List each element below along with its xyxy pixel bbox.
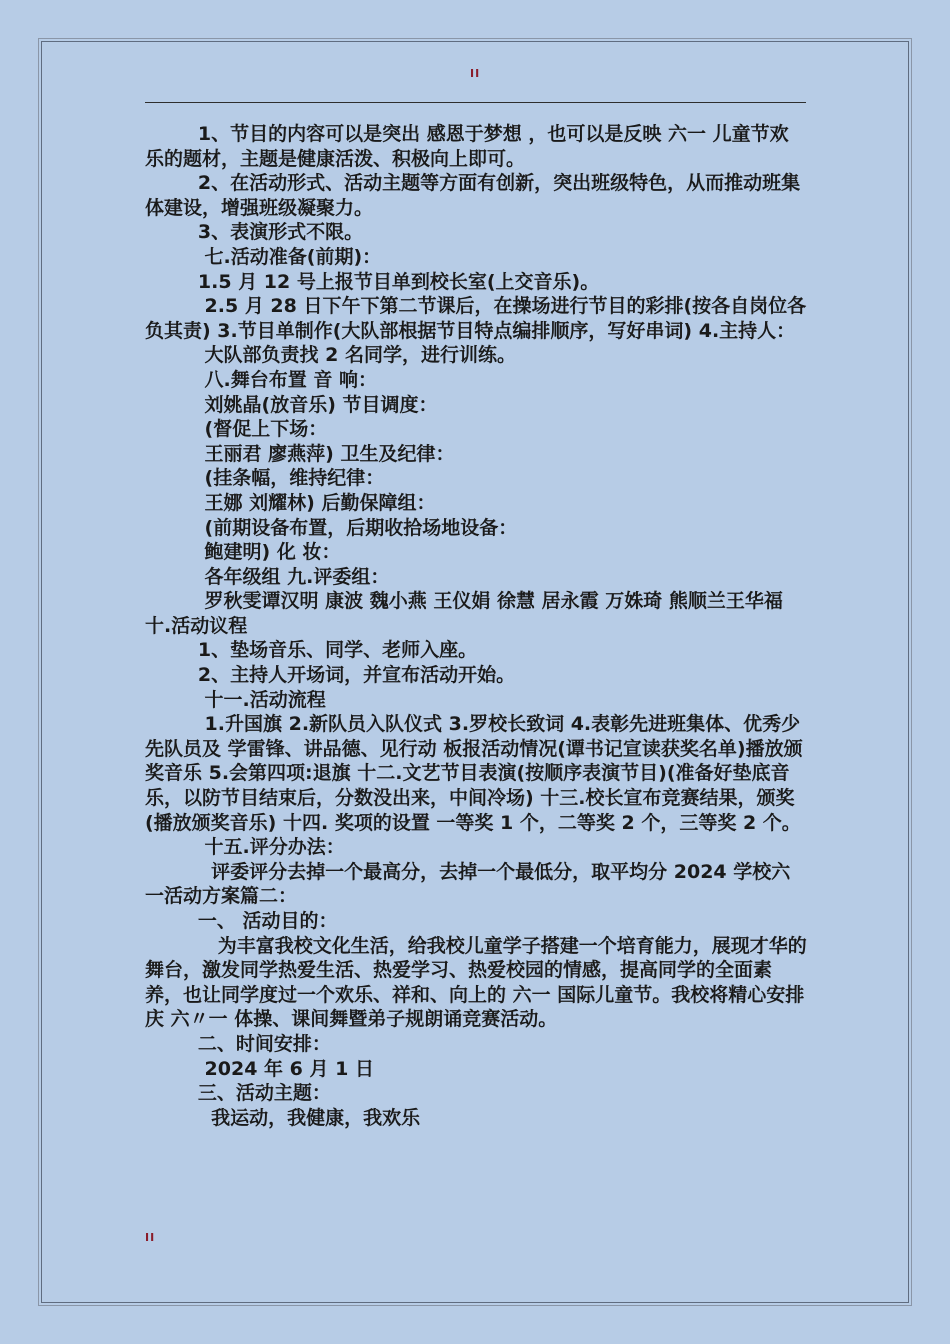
- paragraph: 一、 活动目的：: [145, 910, 338, 932]
- paragraph: 1、垫场音乐、同学、老师入座。: [145, 639, 478, 662]
- paragraph: 2024 年 6 月 1 日: [145, 1057, 374, 1080]
- paragraph: 王娜 刘耀林) 后勤保障组：: [145, 491, 436, 514]
- paragraph: 我运动，我健康，我欢乐: [145, 1106, 421, 1129]
- paragraph: 各年级组 九.评委组：: [145, 565, 390, 588]
- paragraph: 2、在活动形式、活动主题等方面有创新，突出班级特色，从而推动班集体建设，增强班级凝聚力。: [145, 172, 801, 219]
- paragraph: 刘姚晶(放音乐) 节目调度：: [145, 393, 438, 416]
- paragraph: (督促上下场：: [145, 418, 328, 441]
- paragraph: 评委评分去掉一个最高分，去掉一个最低分，取平均分 2024 学校六一活动方案篇二：: [145, 860, 791, 908]
- footer-mark: II: [145, 1231, 156, 1244]
- paragraph: 王丽君 廖燕萍) 卫生及纪律：: [145, 442, 455, 465]
- paragraph: 1.升国旗 2.新队员入队仪式 3.罗校长致词 4.表彰先进班集体、优秀少先队员及 学雷锋、讲品德、见行动 板报活动情况(谭书记宣读获奖名单)播放颁奖音乐 5.会第四项:退旗 十二.文艺节目表演(按顺序表演节目)(准备好垫底音乐，以防节目结束后，分数没出来，中间冷场) 十三.校长宣布竞赛结果，颁奖(播放颁奖音乐) 十四. 奖项的设置 一等奖 1 个，二等奖 2 个，三等奖 2 个。: [145, 713, 803, 834]
- header-mark: II: [470, 67, 481, 80]
- paragraph: 二、时间安排：: [145, 1032, 331, 1055]
- paragraph: 三、活动主题：: [145, 1082, 331, 1105]
- paragraph: 2.5 月 28 日下午下第二节课后，在操场进行节目的彩排(按各自岗位各负其责) 3.节目单制作(大队部根据节目特点编排顺序，写好串词) 4.主持人：: [145, 295, 807, 342]
- paragraph: 大队部负责找 2 名同学，进行训练。: [145, 344, 516, 367]
- paragraph: 鲍建明) 化 妆：: [145, 541, 341, 564]
- paragraph: 1.5 月 12 号上报节目单到校长室(上交音乐)。: [145, 270, 600, 293]
- paragraph: (挂条幅，维持纪律：: [145, 467, 385, 490]
- paragraph: (前期设备布置，后期收拾场地设备：: [145, 516, 518, 539]
- document-body: [145, 122, 807, 1130]
- header-rule: [145, 102, 806, 103]
- paragraph: 罗秋雯谭汉明 康波 魏小燕 王仪娟 徐慧 居永霞 万姝琦 熊顺兰王华福 十.活动议程: [145, 590, 790, 637]
- paragraph: 1、节目的内容可以是突出 感恩于梦想 ，也可以是反映 六一 儿童节欢乐的题材，主题是健康活泼、积极向上即可。: [145, 123, 789, 170]
- paragraph: 2、主持人开场词，并宣布活动开始。: [145, 664, 516, 687]
- paragraph: 为丰富我校文化生活，给我校儿童学子搭建一个培育能力，展现才华的舞台，激发同学热爱生活、热爱学习、热爱校园的情感，提高同学的全面素养，也让同学度过一个欢乐、祥和、向上的 六一 国际儿童节。我校将精心安排庆 六〃一 体操、课间舞暨弟子规朗诵竞赛活动。: [145, 934, 807, 1031]
- paragraph: 十一.活动流程: [145, 688, 326, 711]
- paragraph: 八.舞台布置 音 响：: [145, 368, 377, 391]
- paragraph: 十五.评分办法：: [145, 836, 345, 859]
- paragraph: 七.活动准备(前期)：: [145, 245, 382, 268]
- paragraph: 3、表演形式不限。: [145, 221, 364, 244]
